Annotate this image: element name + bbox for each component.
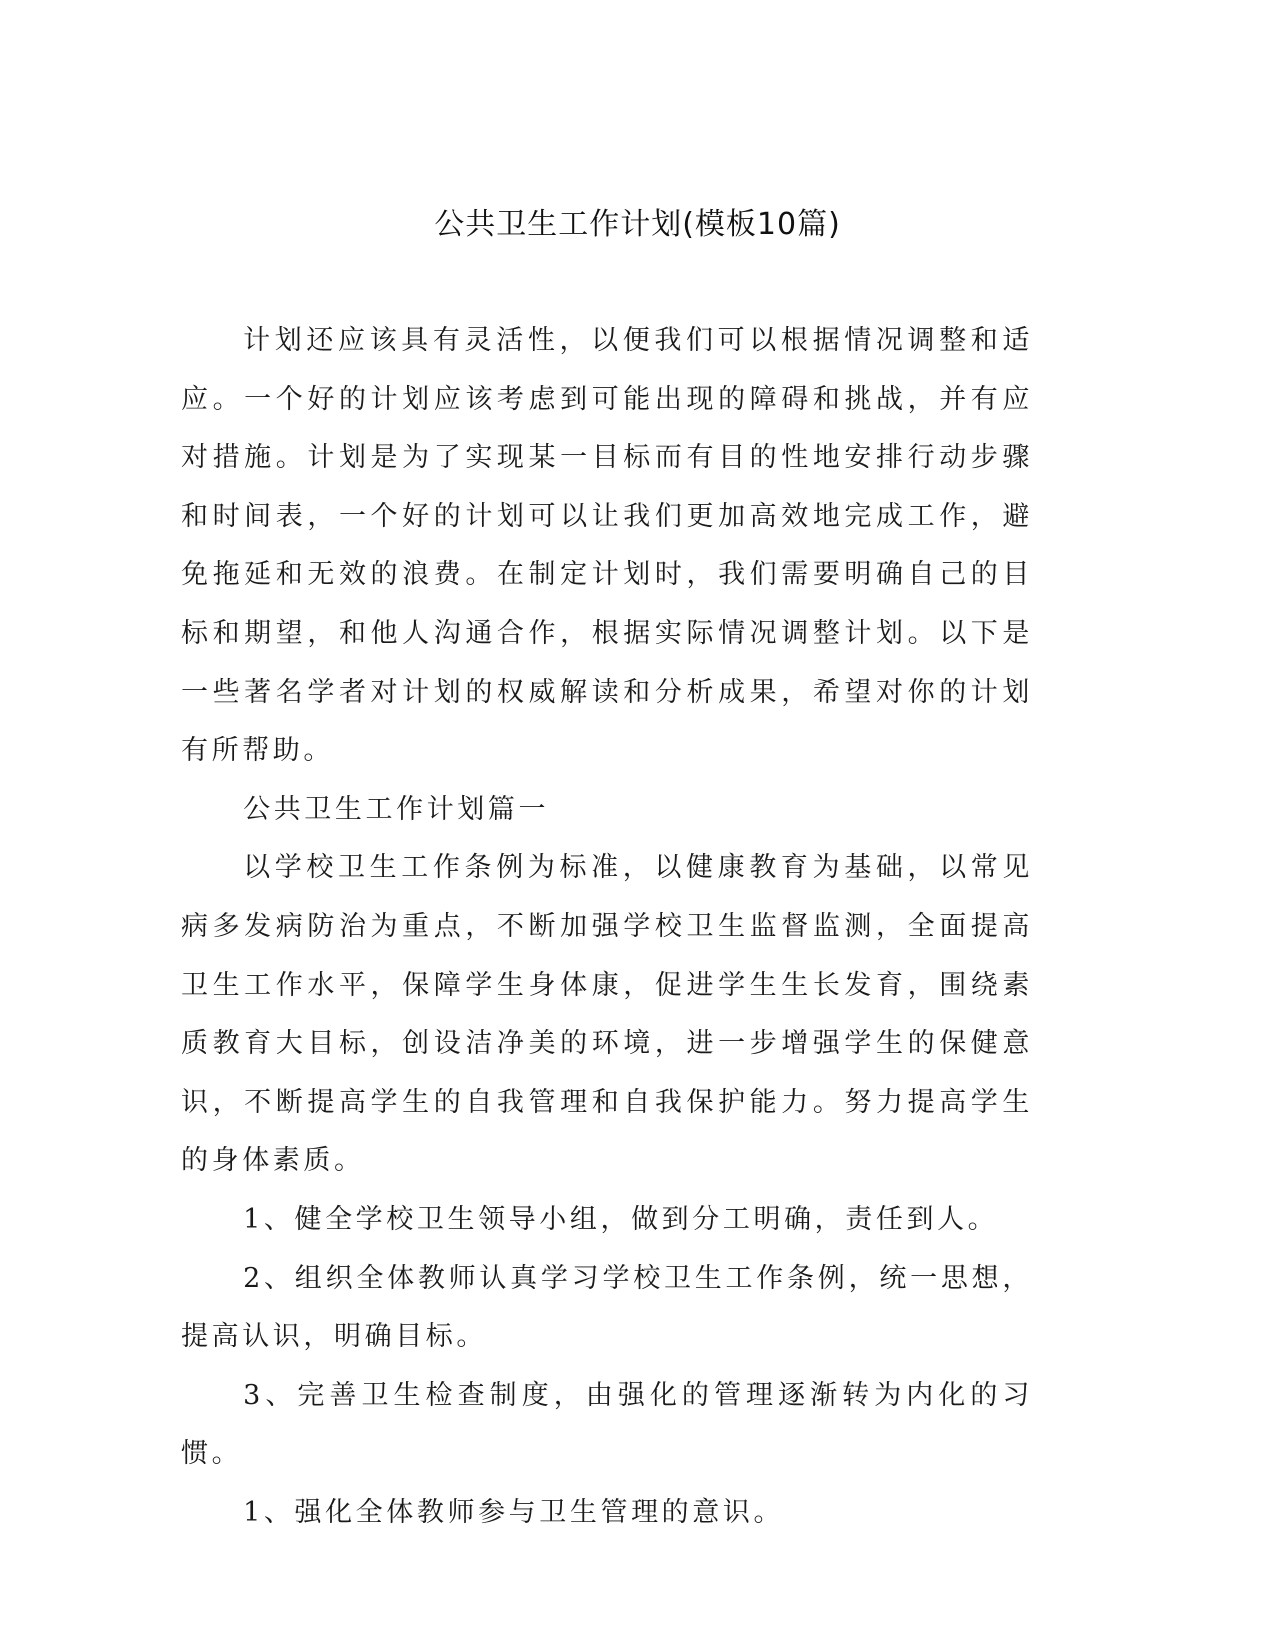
intro-paragraph: 计划还应该具有灵活性，以便我们可以根据情况调整和适应。一个好的计划应该考虑到可能出现的障碍和挑战，并有应对措施。计划是为了实现某一目标而有目的性地安排行动步骤和时间表，一个好的计划可以让我们更加高效地完成工作，避免拖延和无效的浪费。在制定计划时，我们需要明确自己的目标和期望，和他人沟通合作，根据实际情况调整计划。以下是一些著名学者对计划的权威解读和分析成果，希望对你的计划有所帮助。: [181, 325, 1033, 767]
list-item: 1、健全学校卫生领导小组，做到分工明确，责任到人。: [243, 1203, 999, 1235]
document-body: [181, 312, 1033, 1542]
document-title: 公共卫生工作计划(模板10篇): [434, 207, 841, 242]
list-item: 1、强化全体教师参与卫生管理的意识。: [243, 1496, 785, 1528]
list-item: 2、组织全体教师认真学习学校卫生工作条例，统一思想，提高认识，明确目标。: [181, 1262, 1033, 1353]
body-paragraph: 以学校卫生工作条例为标准，以健康教育为基础，以常见病多发病防治为重点，不断加强学校卫生监督监测，全面提高卫生工作水平，保障学生身体康，促进学生生长发育，围绕素质教育大目标，创设洁净美的环境，进一步增强学生的保健意识，不断提高学生的自我管理和自我保护能力。努力提高学生的身体素质。: [181, 852, 1033, 1177]
section-heading: 公共卫生工作计划篇一: [243, 793, 550, 825]
list-item: 3、完善卫生检查制度，由强化的管理逐渐转为内化的习惯。: [181, 1379, 1033, 1470]
